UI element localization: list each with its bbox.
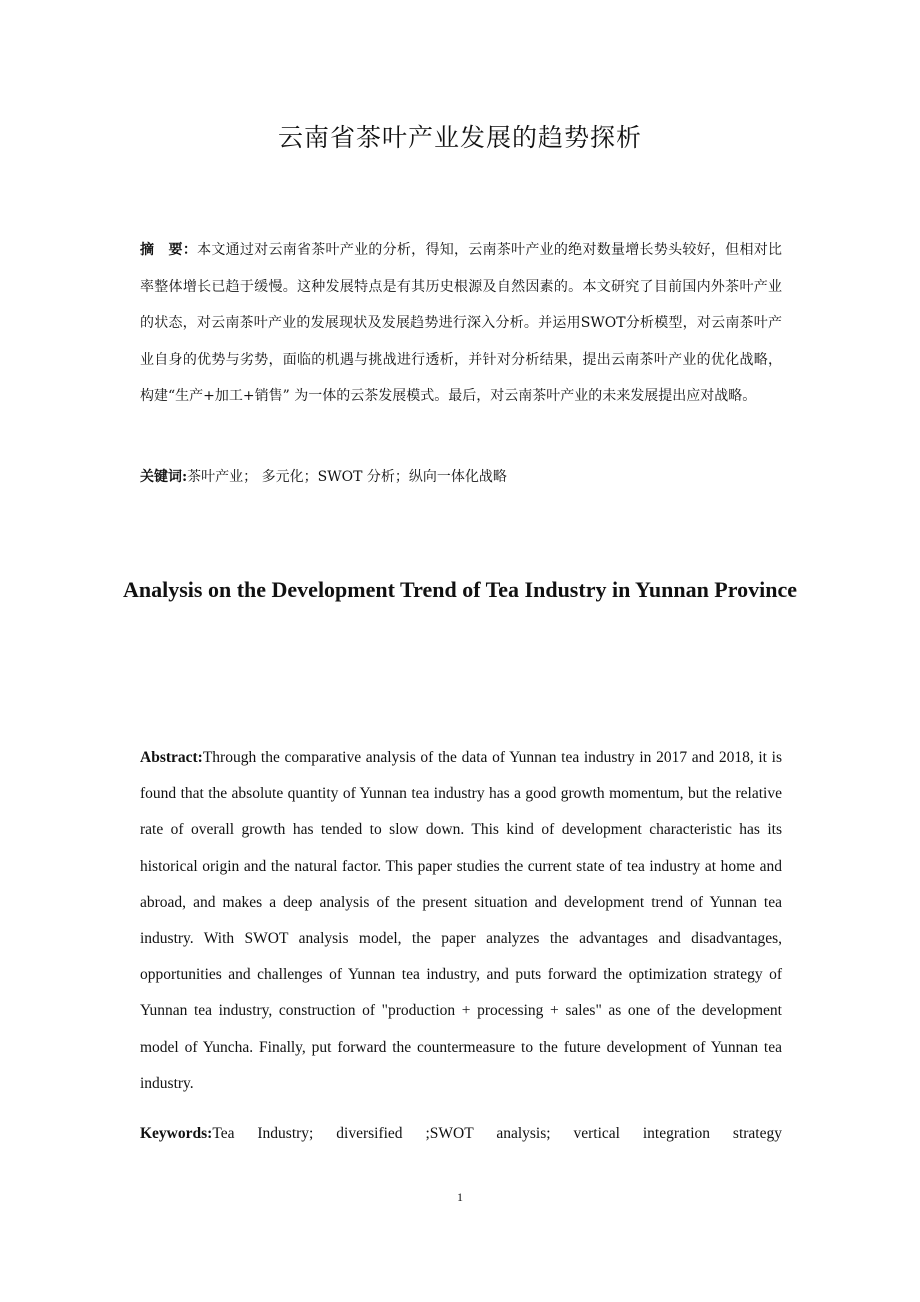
english-abstract-label: Abstract: [140, 749, 203, 766]
english-title: Analysis on the Development Trend of Tea Industry in Yunnan Province [123, 577, 797, 602]
chinese-keywords-text: 茶叶产业； 多元化；SWOT 分析；纵向一体化战略 [187, 469, 507, 485]
chinese-title: 云南省茶叶产业发展的趋势探析 [277, 123, 642, 152]
chinese-keywords-label: 关键词: [140, 469, 188, 485]
english-keywords-label: Keywords: [140, 1125, 213, 1142]
chinese-abstract-label: 摘 要： [140, 242, 198, 258]
chinese-abstract [140, 232, 782, 415]
chinese-abstract-text: 本文通过对云南省茶叶产业的分析，得知，云南茶叶产业的绝对数量增长势头较好，但相对比率整体增长已趋于缓慢。这种发展特点是有其历史根源及自然因素的。本文研究了目前国内外茶叶产业的状态，对云南茶叶产业的发展现状及发展趋势进行深入分析。并运用SWOT分析模型，对云南茶叶产业自身的优势与劣势，面临的机遇与挑战进行透析，并针对分析结果，提出云南茶叶产业的优化战略，构建“生产+加工+销售” 为一体的云茶发展模式。最后，对云南茶叶产业的未来发展提出应对战略。 [140, 242, 783, 404]
english-keywords-text: Tea Industry; diversified ;SWOT analysis; vertical integration strategy [212, 1125, 782, 1142]
english-abstract [140, 740, 782, 1102]
english-keywords [140, 1118, 782, 1150]
chinese-keywords [140, 462, 782, 492]
page-number: 1 [457, 1190, 463, 1204]
english-abstract-text: Through the comparative analysis of the data of Yunnan tea industry in 2017 and 2018, it is found that the absolute quantity of Yunnan tea industry has a good growth momentum, but the relative rate of overall growth has tended to slow down. This kind of development characteristic has its historical origin and the natural factor. This paper studies the current state of tea industry at home and abroad, and makes a deep analysis of the present situation and development trend of Yunnan tea industry. With SWOT analysis model, the paper analyzes the advantages and disadvantages, opportunities and challenges of Yunnan tea industry, and puts forward the optimization strategy of Yunnan tea industry, construction of "production + processing + sales" as one of the development model of Yuncha. Finally, put forward the countermeasure to the future development of Yunnan tea industry. [140, 749, 782, 1092]
